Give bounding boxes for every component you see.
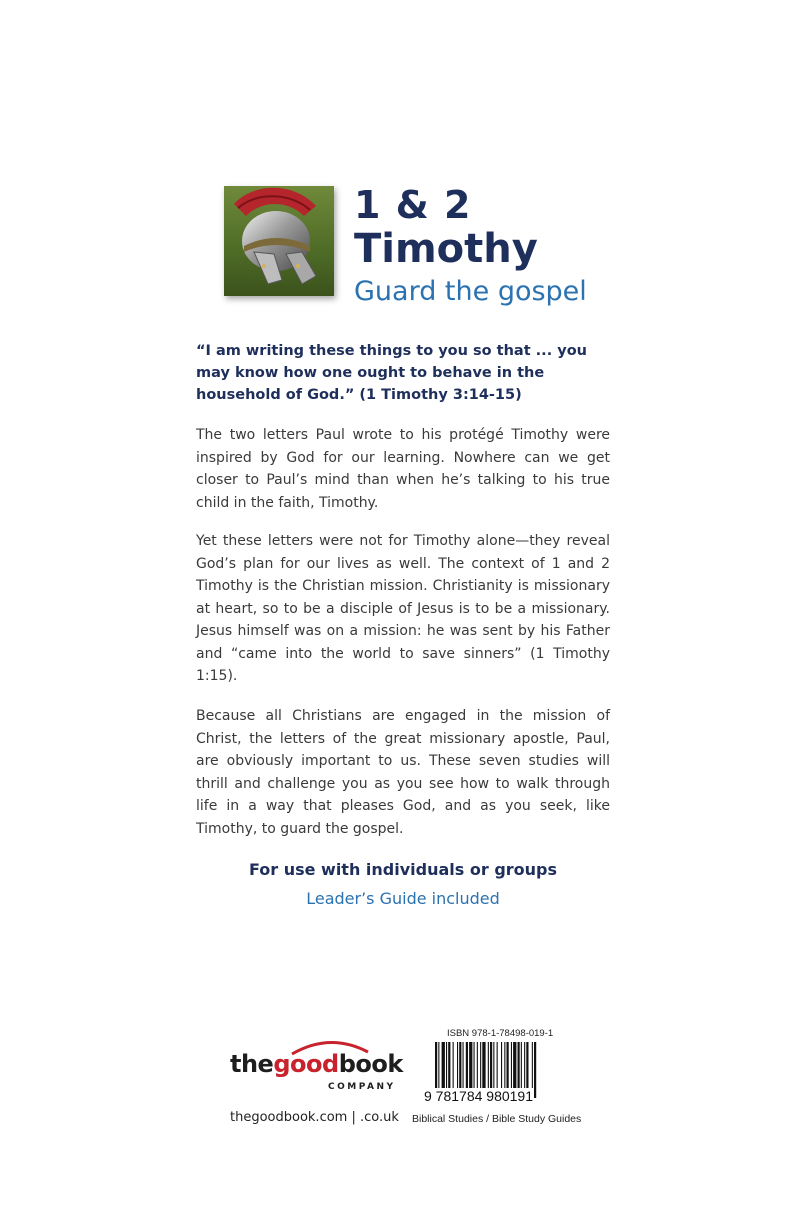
description-paragraph-3: Because all Christians are engaged in the mission of Christ, the letters of the great missionary apostle, Paul, are obviously important to us. These seven studies will thrill and challenge you as you see how to walk through life in a way that pleases God, and as you seek, like Timothy, to guard the gospel. [196, 708, 610, 837]
scripture-quote: “I am writing these things to you so that ... you may know how one ought to behave in the household of God.” (1 Timothy 3:14-15) [196, 343, 587, 403]
usage-note: For use with individuals or groups [248, 860, 558, 879]
book-title: Timothy [354, 226, 538, 272]
publisher-logo [230, 1038, 403, 1098]
barcode-digits: 9 781784 980191 [424, 1088, 533, 1104]
helmet-icon [224, 186, 334, 296]
logo-good: good [273, 1050, 339, 1078]
book-subtitle: Guard the gospel [354, 276, 587, 307]
cover-thumbnail-image [224, 186, 334, 296]
publisher-website: thegoodbook.com | .co.uk [230, 1110, 399, 1125]
category-label: Biblical Studies / Bible Study Guides [412, 1113, 582, 1125]
description-paragraph-1: The two letters Paul wrote to his protégé Timothy were inspired by God for our learning. Nowhere can we get closer to Paul’s mind than when he’s talking to his true child in the faith, Timothy. [196, 427, 610, 511]
title-block [354, 184, 587, 310]
series-label: 1 & 2 [354, 183, 472, 227]
barcode-bar [534, 1042, 536, 1098]
isbn-label: ISBN 978-1-78498-019-1 [447, 1028, 554, 1039]
logo-book: book [338, 1050, 403, 1078]
description-paragraph-2: Yet these letters were not for Timothy alone—they reveal God’s plan for our lives as well. The context of 1 and 2 Timothy is the Christian mission. Christianity is missionary at heart, so to be a disciple of Jesus is to be a missionary. Jesus himself was on a mission: he was sent by his Father and “came into the world to save sinners” (1 Timothy 1:15). [196, 533, 610, 684]
leader-guide-note: Leader’s Guide included [306, 889, 500, 908]
logo-company: COMPANY [328, 1082, 396, 1092]
logo-the: the [230, 1050, 274, 1078]
